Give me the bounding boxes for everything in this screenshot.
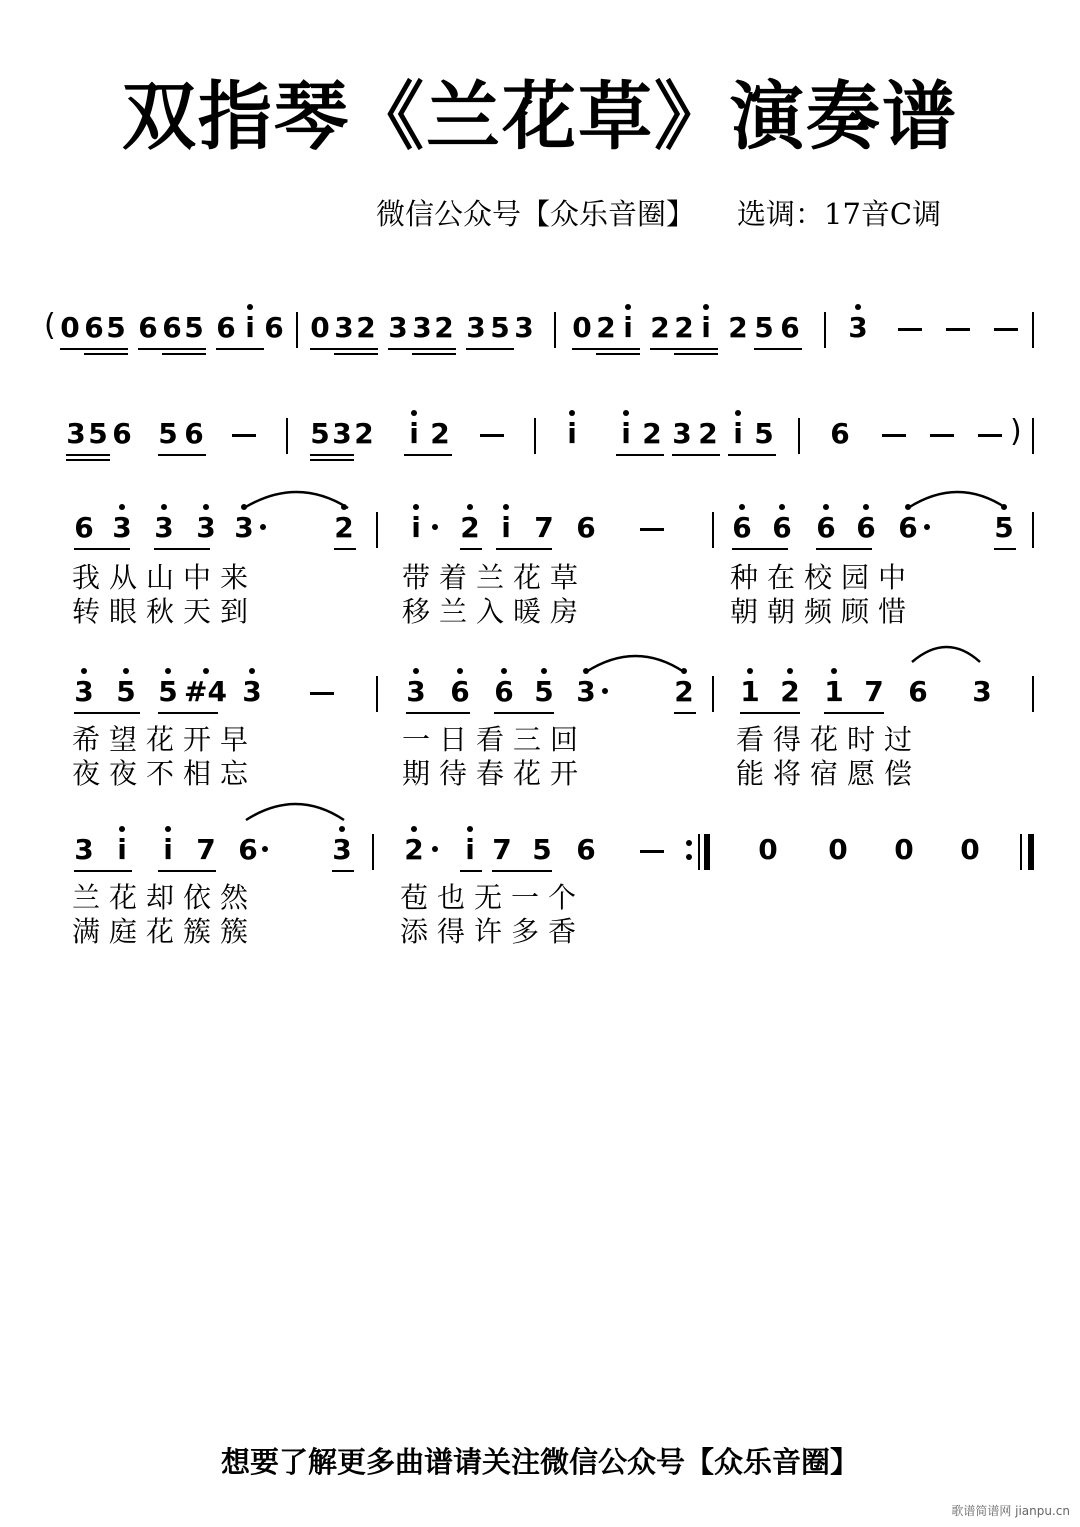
lyrics-5a: 兰花却依然 xyxy=(72,881,258,914)
lyrics-4a: 希望花开早 xyxy=(72,723,258,756)
score-line-2: 3 5 6 5 6 5 3 2 i 2 i i 2 3 2 i 5 6 ) xyxy=(0,408,1080,488)
score-line-3: 6 3 3 3 3 2 i 2 i 7 6 6 6 6 6 6 5 xyxy=(0,500,1080,580)
lyrics-4d: 夜夜不相忘 xyxy=(72,757,258,790)
lyrics-4e: 期待春花开 xyxy=(402,757,588,790)
lyrics-3a: 我从山中来 xyxy=(72,561,258,594)
lyrics-3e: 移兰入暖房 xyxy=(402,595,588,628)
lyrics-4f: 能将宿愿偿 xyxy=(736,757,922,790)
watermark: 歌谱简谱网 jianpu.cn xyxy=(951,1504,1070,1518)
score-line-1: ( 0 6 5 6 6 5 6 i 6 0 3 2 3 3 2 3 5 3 0 2 i 2 2 i 2 5 6 3 xyxy=(0,300,1080,380)
subtitle xyxy=(376,192,983,233)
score-line-5: 3 i i 7 6 3 2 i 7 5 6 0 0 0 0 xyxy=(0,822,1080,902)
lyrics-5e: 添得许多香 xyxy=(400,915,586,948)
key-label: 选调：17音C调 xyxy=(737,197,942,231)
lyrics-3d: 转眼秋天到 xyxy=(72,595,258,628)
lyrics-4b: 一日看三回 xyxy=(402,723,588,756)
lyrics-3c: 种在校园中 xyxy=(730,561,916,594)
lyrics-4c: 看得花时过 xyxy=(736,723,922,756)
lyrics-5b: 苞也无一个 xyxy=(400,881,586,914)
footer-note: 想要了解更多曲谱请关注微信公众号【众乐音圈】 xyxy=(220,1445,859,1479)
lyrics-3f: 朝朝频顾惜 xyxy=(730,595,916,628)
page-title: 双指琴《兰花草》演奏谱 xyxy=(122,74,958,160)
score-line-4: 3 5 5 #4 3 3 6 6 5 3 2 1 2 1 7 6 3 xyxy=(0,664,1080,744)
lyrics-5d: 满庭花簇簇 xyxy=(72,915,258,948)
lyrics-3b: 带着兰花草 xyxy=(402,561,588,594)
account-label: 微信公众号【众乐音圈】 xyxy=(376,197,696,231)
